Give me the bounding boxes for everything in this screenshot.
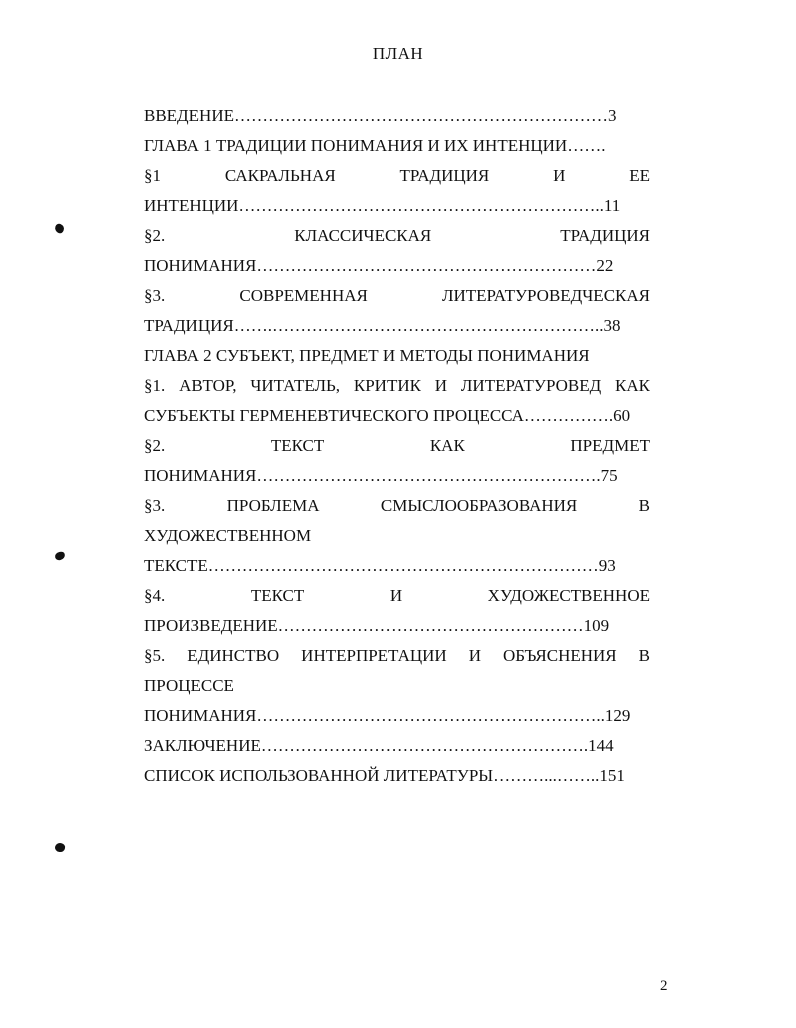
toc-line: §3. СОВРЕМЕННАЯ ЛИТЕРАТУРОВЕДЧЕСКАЯ: [144, 286, 650, 305]
toc-line: §1 САКРАЛЬНАЯ ТРАДИЦИЯ И ЕЕ: [144, 166, 650, 185]
page-number: 2: [660, 978, 668, 994]
toc-line: СУБЪЕКТЫ ГЕРМЕНЕВТИЧЕСКОГО ПРОЦЕССА…………….60: [144, 406, 631, 425]
scan-artifact-mark: [54, 842, 65, 853]
toc-line: ИНТЕНЦИИ………………………………………………………..11: [144, 196, 621, 215]
toc-line: ПОНИМАНИЯ…………………………………………………….75: [144, 466, 618, 485]
toc-line: ХУДОЖЕСТВЕННОМ: [144, 526, 312, 545]
toc-line: СПИСОК ИСПОЛЬЗОВАННОЙ ЛИТЕРАТУРЫ………...……..151: [144, 766, 625, 785]
toc-line: ВВЕДЕНИЕ…………………………………………………………3: [144, 106, 617, 125]
toc-line: ТРАДИЦИЯ…….…………………………………………………..38: [144, 316, 621, 335]
toc-line: §1. АВТОР, ЧИТАТЕЛЬ, КРИТИК И ЛИТЕРАТУРОВЕД КАК: [144, 376, 650, 395]
toc-line: ТЕКСТЕ……………………………………………………………93: [144, 556, 616, 575]
toc-line: ПРОЦЕССЕ: [144, 676, 234, 695]
table-of-contents: [144, 101, 650, 791]
toc-line: §3. ПРОБЛЕМА СМЫСЛООБРАЗОВАНИЯ В: [144, 496, 650, 515]
toc-line: ЗАКЛЮЧЕНИЕ………………………………………………….144: [144, 736, 614, 755]
scan-artifact-mark: [54, 223, 66, 235]
toc-line: ПОНИМАНИЯ……………………………………………………..129: [144, 706, 631, 725]
toc-line: ГЛАВА 2 СУБЪЕКТ, ПРЕДМЕТ И МЕТОДЫ ПОНИМАНИЯ: [144, 346, 590, 365]
toc-line: ПРОИЗВЕДЕНИЕ………………………………………………109: [144, 616, 610, 635]
toc-line: §2. ТЕКСТ КАК ПРЕДМЕТ: [144, 436, 650, 455]
page-title: ПЛАН: [372, 44, 424, 63]
toc-line: §5. ЕДИНСТВО ИНТЕРПРЕТАЦИИ И ОБЪЯСНЕНИЯ В: [144, 646, 650, 665]
toc-line: §4. ТЕКСТ И ХУДОЖЕСТВЕННОЕ: [144, 586, 650, 605]
scan-artifact-mark: [54, 551, 66, 561]
toc-line: §2. КЛАССИЧЕСКАЯ ТРАДИЦИЯ: [144, 226, 650, 245]
toc-line: ПОНИМАНИЯ……………………………………………………22: [144, 256, 614, 275]
toc-line: ГЛАВА 1 ТРАДИЦИИ ПОНИМАНИЯ И ИХ ИНТЕНЦИИ…….: [144, 136, 606, 155]
